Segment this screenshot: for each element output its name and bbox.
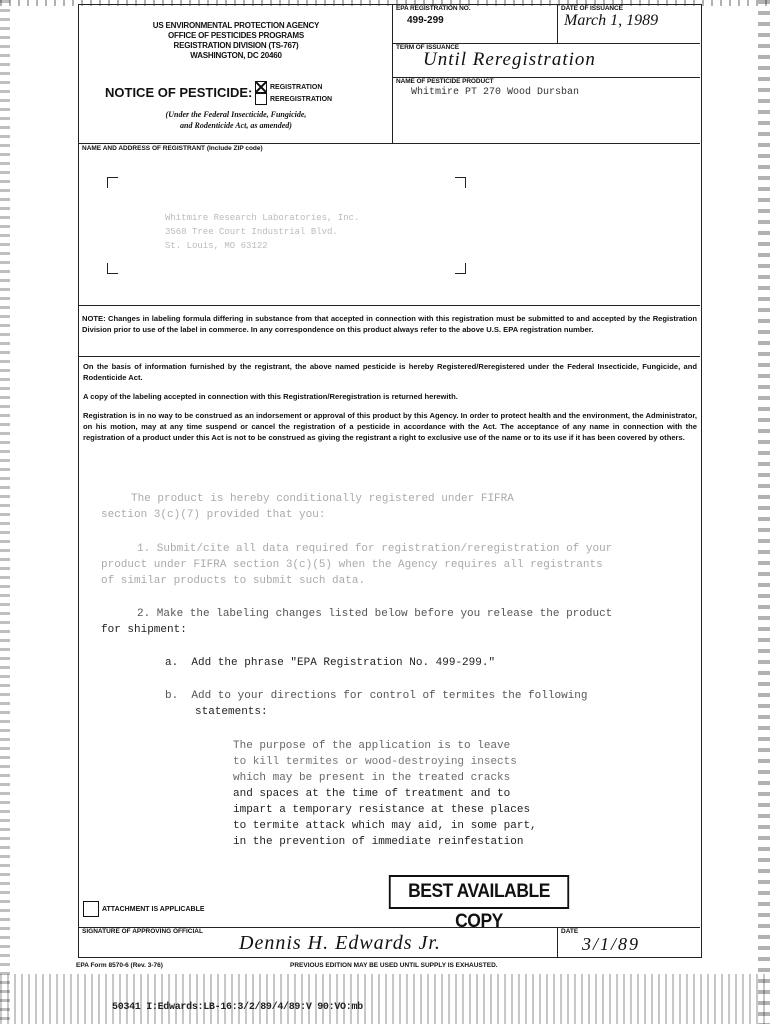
pesticide-notice-form	[78, 4, 702, 958]
labeling-note: NOTE: Changes in labeling formula differing in substance from that accepted in connection with this registration must be submitted to and accepted by the Registration Division prior to use of the label in commerce. In any correspondence on this product always refer to the above U.S. EPA registration number.	[79, 305, 700, 357]
issuance-date-field	[558, 5, 700, 44]
reg-number-field	[393, 5, 558, 44]
terms-paragraph: A copy of the labeling accepted in connection with this Registration/Reregistration is returned herewith.	[83, 392, 458, 401]
attachment-checkbox[interactable]	[83, 901, 99, 917]
product-name-value: Whitmire PT 270 Wood Dursban	[411, 87, 580, 98]
checked-box-icon	[255, 81, 267, 93]
typed-quote-2: to kill termites or wood-destroying insects	[233, 756, 517, 768]
form-footer	[76, 962, 696, 969]
act-reference-line-2: and Rodenticide Act, as amended)	[180, 121, 292, 130]
form-number: EPA Form 8570-6 (Rev. 3-76)	[76, 962, 163, 969]
check-registration[interactable]	[255, 81, 332, 93]
product-name-field	[393, 78, 700, 143]
address-line-2: 3568 Tree Court Industrial Blvd.	[165, 227, 338, 237]
typed-quote-5: impart a temporary resistance at these places	[233, 804, 531, 816]
terms-paragraph: On the basis of information furnished by the registrant, the above named pesticide is hereby Registered/Reregistered under the Federal Insecticide, Fungicide, and Rodenticide Act.	[83, 362, 697, 382]
signature-date-value: 3/1/89	[582, 934, 641, 954]
signature-date-label: DATE	[561, 928, 579, 935]
attachment-indicator	[83, 901, 205, 917]
agency-block	[79, 5, 393, 143]
typed-item-a: a. Add the phrase "EPA Registration No. 499-299."	[165, 657, 496, 669]
term-value: Until Reregistration	[423, 49, 596, 70]
agency-line-3: REGISTRATION DIVISION (TS-767)	[173, 41, 299, 50]
act-reference	[79, 109, 393, 131]
issuance-date-value: March 1, 1989	[564, 12, 659, 29]
typed-quote-7: in the prevention of immediate reinfestation	[233, 836, 524, 848]
address-line-3: St. Louis, MO 63122	[165, 241, 268, 251]
form-header	[79, 5, 700, 144]
registrant-address	[165, 211, 359, 253]
registration-fields	[393, 5, 700, 143]
previous-edition-note: PREVIOUS EDITION MAY BE USED UNTIL SUPPLY IS EXHAUSTED.	[290, 962, 498, 969]
reg-number-label: EPA REGISTRATION NO.	[396, 5, 471, 12]
official-signature: Dennis H. Edwards Jr.	[239, 932, 441, 954]
check-registration-label: REGISTRATION	[270, 83, 323, 91]
address-corner-mark	[455, 263, 466, 274]
signature-label: SIGNATURE OF APPROVING OFFICIAL	[82, 928, 203, 935]
notice-title: NOTICE OF PESTICIDE:	[105, 85, 253, 100]
scan-edge-right	[758, 0, 770, 1024]
address-corner-mark	[107, 177, 118, 188]
agency-line-1: US ENVIRONMENTAL PROTECTION AGENCY	[152, 21, 320, 30]
typed-item-1a: 1. Submit/cite all data required for registration/reregistration of your	[137, 543, 613, 555]
typed-intro-1: The product is hereby conditionally registered under FIFRA	[131, 493, 514, 505]
typed-quote-6: to termite attack which may aid, in some part,	[233, 820, 537, 832]
check-reregistration-label: REREGISTRATION	[270, 95, 333, 103]
terms-paragraph: Registration is in no way to be construed as an indorsement or approval of this product by this Agency. In order to protect health and the environment, the Administrator, on his motion, may at any time suspend or cancel the registration of a pesticide in accordance with the Act. The acceptance of any name in connection with the registration of a product under this Act is not to be construed as giving the registrant a right to exclusive use of the name or to its use if it has been covered by others.	[83, 411, 697, 442]
signature-date-field	[557, 928, 701, 958]
typed-item-b2: statements:	[195, 706, 268, 718]
typed-item-2b: for shipment:	[101, 624, 187, 636]
typed-quote-3: which may be present in the treated cracks	[233, 772, 511, 784]
attachment-label: ATTACHMENT IS APPLICABLE	[102, 905, 205, 913]
term-label: TERM OF ISSUANCE	[396, 44, 460, 51]
signature-row	[79, 927, 700, 958]
product-name-label: NAME OF PESTICIDE PRODUCT	[396, 78, 494, 85]
scan-edge-left	[0, 0, 10, 1024]
typed-item-2a: 2. Make the labeling changes listed below before you release the product	[137, 608, 613, 620]
address-corner-mark	[107, 263, 118, 274]
typed-quote-4: and spaces at the time of treatment and to	[233, 788, 511, 800]
registrant-address-label: NAME AND ADDRESS OF REGISTRANT (Include ZIP code)	[82, 145, 263, 152]
reg-number-value: 499-299	[407, 15, 444, 26]
routing-code: 50341 I:Edwards:LB-16:3/2/89/4/89:V 90:VO:mb	[112, 1002, 363, 1013]
term-field	[393, 44, 700, 78]
typed-item-1c: of similar products to submit such data.	[101, 575, 366, 587]
typed-item-1b: product under FIFRA section 3(c)(5) when the Agency requires all registrants	[101, 559, 603, 571]
address-corner-mark	[455, 177, 466, 188]
agency-line-4: WASHINGTON, DC 20460	[190, 51, 282, 60]
scan-edge-bottom	[0, 974, 770, 1024]
agency-address	[79, 21, 393, 61]
registrant-address-block	[79, 143, 700, 306]
empty-box-icon	[255, 93, 267, 105]
registration-terms	[83, 361, 697, 451]
issuance-date-label: DATE OF ISSUANCE	[561, 5, 623, 12]
act-reference-line-1: (Under the Federal Insecticide, Fungicide,	[165, 110, 307, 119]
best-available-copy-stamp: BEST AVAILABLE COPY	[389, 875, 569, 909]
typed-item-b1: b. Add to your directions for control of termites the following	[165, 690, 588, 702]
typed-quote-1: The purpose of the application is to leave	[233, 740, 511, 752]
notice-type-checks	[255, 81, 332, 105]
agency-line-2: OFFICE OF PESTICIDES PROGRAMS	[168, 31, 304, 40]
address-line-1: Whitmire Research Laboratories, Inc.	[165, 213, 360, 223]
check-reregistration[interactable]	[255, 93, 332, 105]
typed-intro-2: section 3(c)(7) provided that you:	[101, 509, 326, 521]
